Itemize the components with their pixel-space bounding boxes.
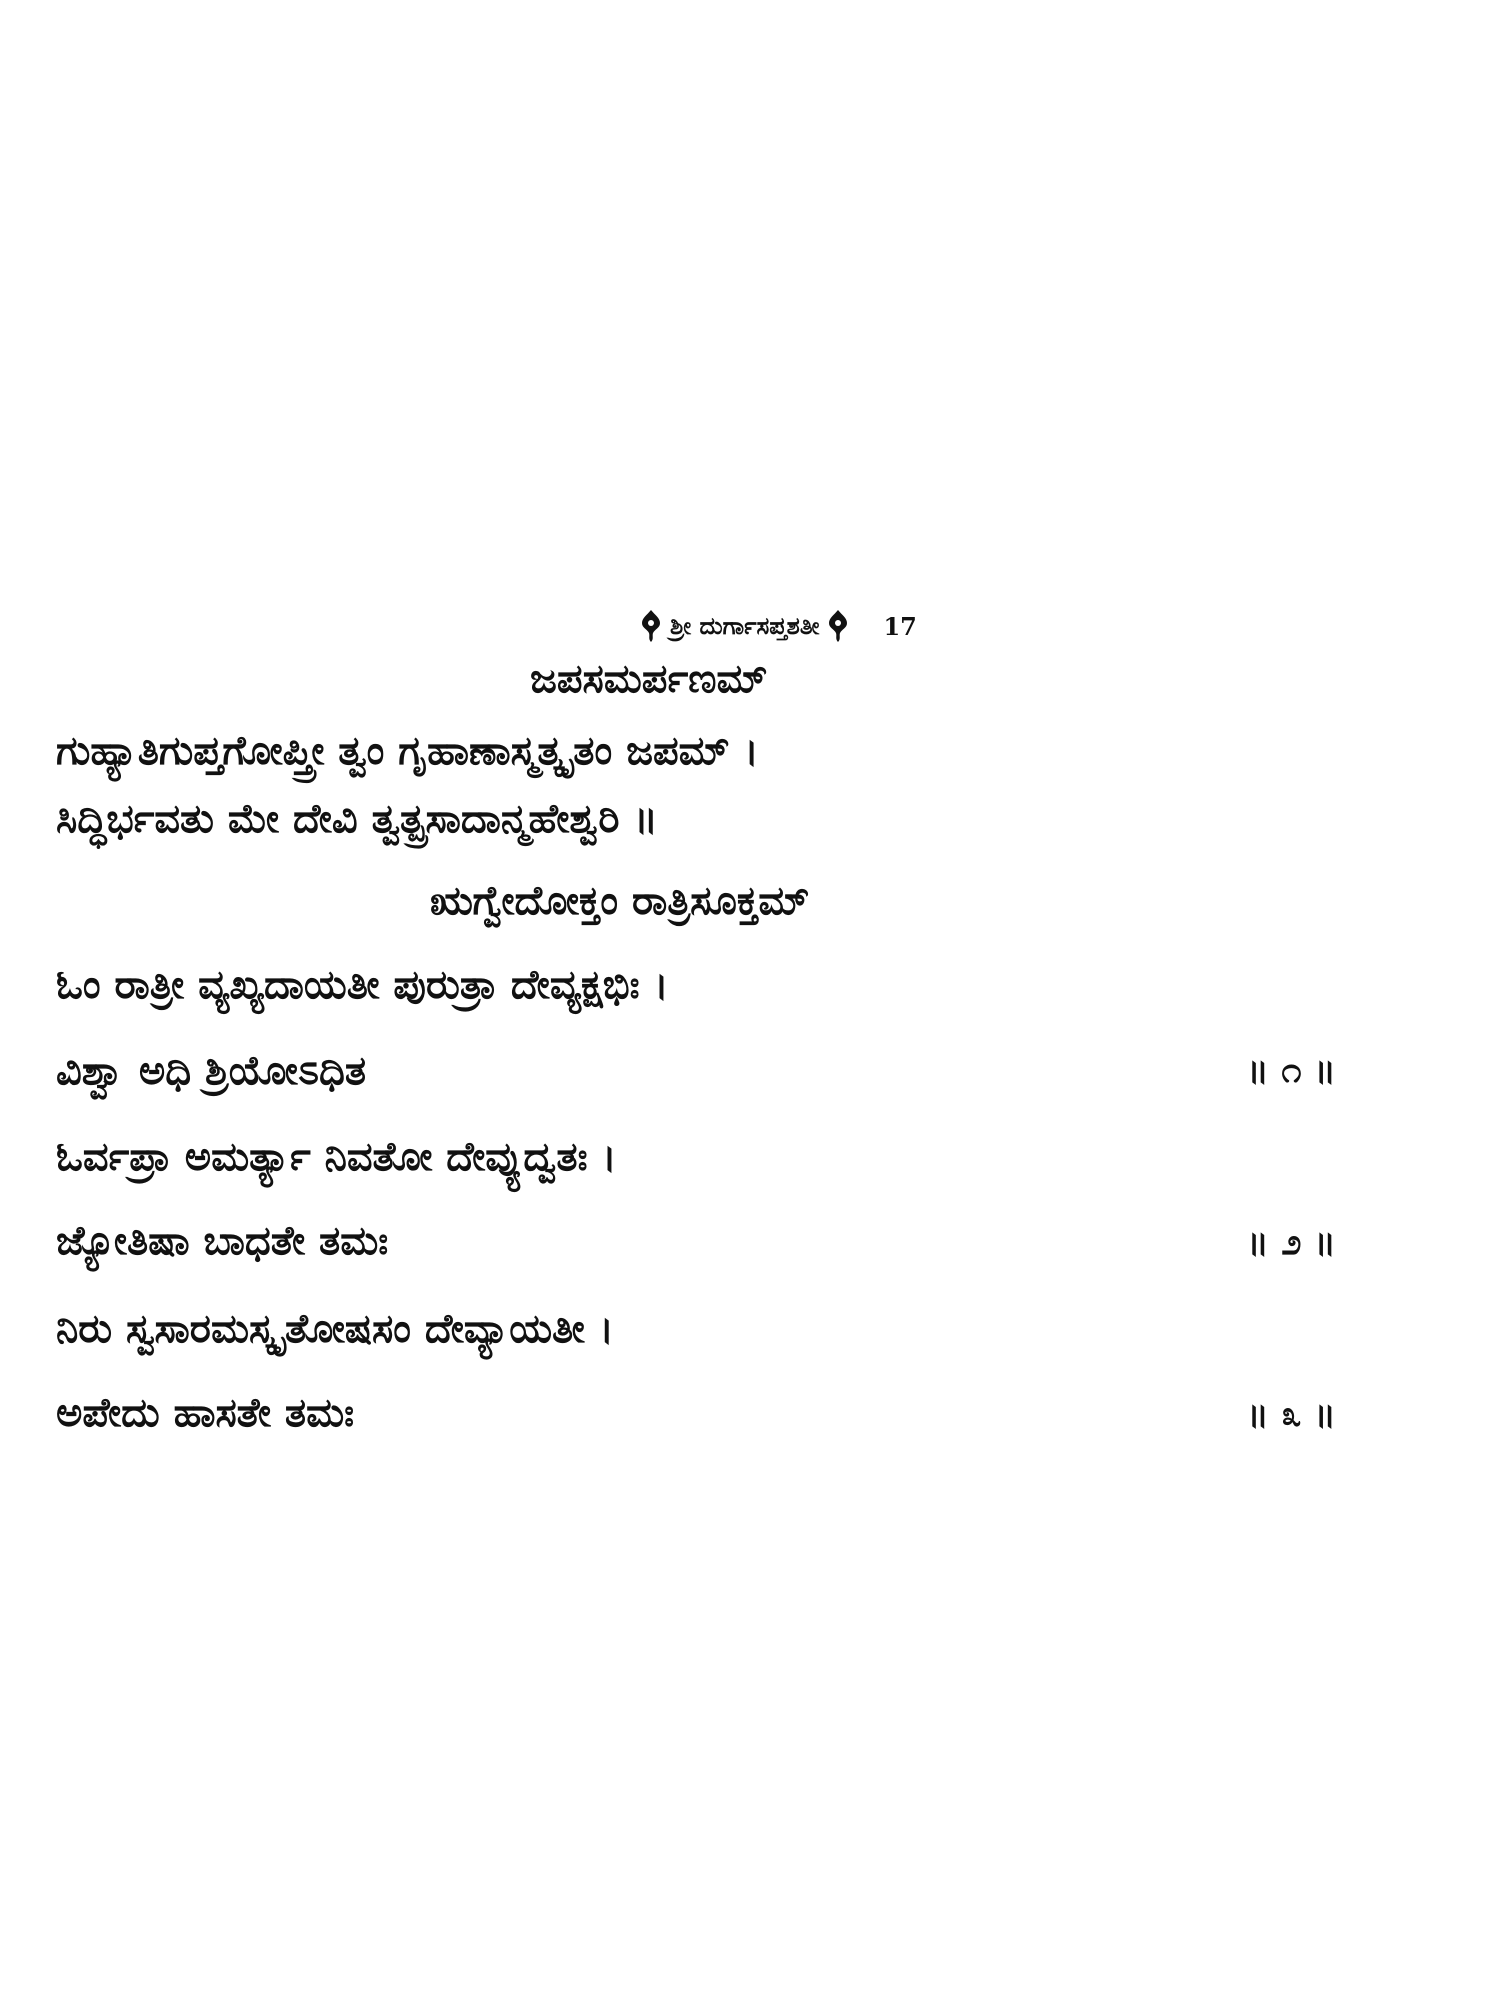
verse-line: ನಿರು ಸ್ವಸಾರಮಸ್ಕೃತೋಷಸಂ ದೇವ್ಯಾಯತೀ ।: [56, 1306, 614, 1352]
section-heading-ratri-suktam: ಋಗ್ವೇದೋಕ್ತಂ ರಾತ್ರಿಸೂಕ್ತಮ್: [430, 878, 810, 924]
page-number: 17: [883, 611, 917, 641]
verse-line: ಗುಹ್ಯಾತಿಗುಪ್ತಗೋಪ್ತ್ರೀ ತ್ವಂ ಗೃಹಾಣಾಸ್ಮತ್ಕೃತಂ ಜಪಮ್ ।: [56, 728, 759, 774]
verse-line: ಓರ್ವಪ್ರಾ ಅಮರ್ತ್ಯಾ ನಿವತೋ ದೇವ್ಯುದ್ವತಃ ।: [56, 1134, 617, 1180]
verse-line: ಓಂ ರಾತ್ರೀ ವ್ಯಖ್ಯದಾಯತೀ ಪುರುತ್ರಾ ದೇವ್ಯಕ್ಷಭಿಃ ।: [56, 962, 669, 1008]
verse-line: ವಿಶ್ವಾ ಅಧಿ ಶ್ರಿಯೋಽಧಿತ: [56, 1048, 367, 1094]
verse-line: ಅಪೇದು ಹಾಸತೇ ತಮಃ: [56, 1390, 355, 1436]
verse-number: ॥ ೧ ॥: [1246, 1050, 1336, 1091]
running-header-title: ಶ್ರೀ ದುರ್ಗಾಸಪ್ತಶತೀ: [670, 612, 820, 640]
verse-line: ಜ್ಯೋತಿಷಾ ಬಾಧತೇ ತಮಃ: [56, 1218, 389, 1264]
section-heading-japasamarpanam: ಜಪಸಮರ್ಪಣಮ್: [530, 656, 768, 702]
verse-number: ॥ ೨ ॥: [1246, 1222, 1336, 1263]
right-ornament-icon: [827, 609, 849, 643]
left-ornament-icon: [640, 609, 662, 643]
running-header: [640, 606, 917, 646]
verse-number: ॥ ೩ ॥: [1246, 1394, 1336, 1435]
verse-line: ಸಿದ್ಧಿರ್ಭವತು ಮೇ ದೇವಿ ತ್ವತ್ಪ್ರಸಾದಾನ್ಮಹೇಶ್ವರಿ ॥: [56, 796, 658, 842]
